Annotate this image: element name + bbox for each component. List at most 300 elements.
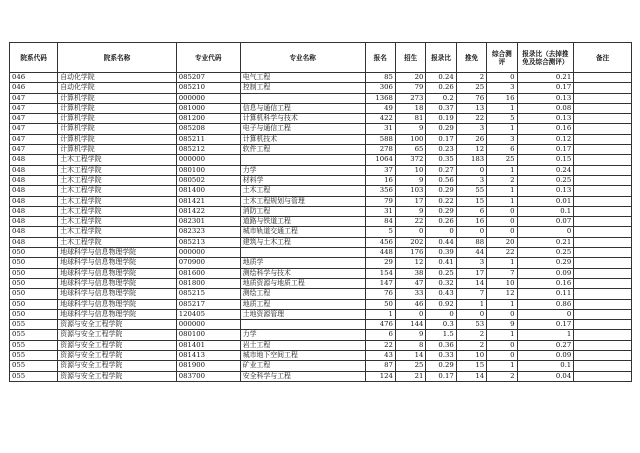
exempt-cell: 3 <box>456 124 486 134</box>
applicants-cell: 1368 <box>365 93 395 103</box>
adjusted-ratio-cell: 0.15 <box>517 155 574 165</box>
admitted-cell: 21 <box>395 371 425 381</box>
table-row <box>10 175 632 185</box>
dept-code-cell: 047 <box>10 134 58 144</box>
applicants-cell: 448 <box>365 248 395 258</box>
header-cell: 报录比 <box>426 43 456 73</box>
applicants-cell: 1064 <box>365 155 395 165</box>
applicants-cell: 5 <box>365 227 395 237</box>
exempt-cell: 44 <box>456 248 486 258</box>
dept-name-cell: 地球科学与信息物理学院 <box>58 278 177 288</box>
remark-cell <box>574 186 632 196</box>
dept-code-cell: 048 <box>10 237 58 247</box>
admitted-cell: 8 <box>395 340 425 350</box>
major-code-cell: 085212 <box>176 145 240 155</box>
table-row <box>10 206 632 216</box>
exempt-cell: 14 <box>456 371 486 381</box>
admitted-cell: 12 <box>395 258 425 268</box>
assessment-cell: 9 <box>487 320 517 330</box>
adjusted-ratio-cell: 0.13 <box>517 114 574 124</box>
ratio-cell: 0.44 <box>426 237 456 247</box>
major-code-cell: 081000 <box>176 103 240 113</box>
exempt-cell: 25 <box>456 83 486 93</box>
dept-name-cell: 计算机学院 <box>58 93 177 103</box>
admitted-cell: 81 <box>395 114 425 124</box>
dept-name-cell: 土木工程学院 <box>58 237 177 247</box>
ratio-cell: 0.24 <box>426 73 456 83</box>
remark-cell <box>574 268 632 278</box>
applicants-cell: 6 <box>365 330 395 340</box>
dept-name-cell: 地球科学与信息物理学院 <box>58 309 177 319</box>
assessment-cell: 0 <box>487 217 517 227</box>
table-row <box>10 289 632 299</box>
major-code-cell: 070900 <box>176 258 240 268</box>
applicants-cell: 476 <box>365 320 395 330</box>
exempt-cell: 3 <box>456 175 486 185</box>
admitted-cell: 65 <box>395 145 425 155</box>
applicants-cell: 1 <box>365 309 395 319</box>
adjusted-ratio-cell: 0.16 <box>517 278 574 288</box>
major-name-cell: 信息与通信工程 <box>240 103 365 113</box>
adjusted-ratio-cell: 0.29 <box>517 258 574 268</box>
exempt-cell: 0 <box>456 309 486 319</box>
assessment-cell: 0 <box>487 351 517 361</box>
dept-name-cell: 资源与安全工程学院 <box>58 351 177 361</box>
assessment-cell: 1 <box>487 165 517 175</box>
admitted-cell: 202 <box>395 237 425 247</box>
applicants-cell: 50 <box>365 299 395 309</box>
adjusted-ratio-cell: 0.1 <box>517 361 574 371</box>
adjusted-ratio-cell: 0.07 <box>517 217 574 227</box>
remark-cell <box>574 289 632 299</box>
exempt-cell: 7 <box>456 289 486 299</box>
exempt-cell: 88 <box>456 237 486 247</box>
dept-name-cell: 地球科学与信息物理学院 <box>58 248 177 258</box>
remark-cell <box>574 340 632 350</box>
assessment-cell: 1 <box>487 258 517 268</box>
dept-code-cell: 046 <box>10 83 58 93</box>
dept-name-cell: 自动化学院 <box>58 83 177 93</box>
ratio-cell: 0.29 <box>426 124 456 134</box>
dept-code-cell: 048 <box>10 217 58 227</box>
exempt-cell: 14 <box>456 278 486 288</box>
applicants-cell: 22 <box>365 340 395 350</box>
dept-name-cell: 地球科学与信息物理学院 <box>58 268 177 278</box>
dept-name-cell: 土木工程学院 <box>58 196 177 206</box>
remark-cell <box>574 299 632 309</box>
table-row <box>10 340 632 350</box>
remark-cell <box>574 248 632 258</box>
assessment-cell: 7 <box>487 268 517 278</box>
ratio-cell: 0.26 <box>426 217 456 227</box>
adjusted-ratio-cell: 0.01 <box>517 196 574 206</box>
major-name-cell <box>240 248 365 258</box>
dept-code-cell: 047 <box>10 124 58 134</box>
table-body <box>10 73 632 382</box>
admitted-cell: 100 <box>395 134 425 144</box>
admitted-cell: 273 <box>395 93 425 103</box>
dept-name-cell: 自动化学院 <box>58 73 177 83</box>
major-name-cell: 计算机科学与技术 <box>240 114 365 124</box>
ratio-cell: 0.27 <box>426 165 456 175</box>
adjusted-ratio-cell: 0.09 <box>517 351 574 361</box>
exempt-cell: 26 <box>456 134 486 144</box>
adjusted-ratio-cell: 0.1 <box>517 206 574 216</box>
major-name-cell: 地质学 <box>240 258 365 268</box>
ratio-cell: 0.92 <box>426 299 456 309</box>
adjusted-ratio-cell: 0.13 <box>517 93 574 103</box>
adjusted-ratio-cell: 0.16 <box>517 124 574 134</box>
remark-cell <box>574 371 632 381</box>
ratio-cell: 0 <box>426 309 456 319</box>
remark-cell <box>574 155 632 165</box>
table-row <box>10 124 632 134</box>
remark-cell <box>574 361 632 371</box>
dept-code-cell: 048 <box>10 175 58 185</box>
major-code-cell: 083700 <box>176 371 240 381</box>
exempt-cell: 6 <box>456 206 486 216</box>
table-row <box>10 330 632 340</box>
applicants-cell: 278 <box>365 145 395 155</box>
table-row <box>10 196 632 206</box>
ratio-cell: 0.29 <box>426 206 456 216</box>
applicants-cell: 43 <box>365 351 395 361</box>
admitted-cell: 25 <box>395 361 425 371</box>
table-row <box>10 278 632 288</box>
dept-name-cell: 土木工程学院 <box>58 186 177 196</box>
major-name-cell: 地质工程 <box>240 299 365 309</box>
adjusted-ratio-cell: 0.04 <box>517 371 574 381</box>
major-name-cell: 控制工程 <box>240 83 365 93</box>
admitted-cell: 20 <box>395 73 425 83</box>
admitted-cell: 46 <box>395 299 425 309</box>
table-row <box>10 351 632 361</box>
applicants-cell: 588 <box>365 134 395 144</box>
dept-name-cell: 计算机学院 <box>58 145 177 155</box>
major-code-cell: 081400 <box>176 186 240 196</box>
major-code-cell: 081600 <box>176 268 240 278</box>
major-name-cell <box>240 320 365 330</box>
applicants-cell: 29 <box>365 258 395 268</box>
ratio-cell: 0.41 <box>426 258 456 268</box>
major-code-cell: 120405 <box>176 309 240 319</box>
assessment-cell: 0 <box>487 340 517 350</box>
remark-cell <box>574 114 632 124</box>
assessment-cell: 12 <box>487 289 517 299</box>
assessment-cell: 1 <box>487 124 517 134</box>
assessment-cell: 2 <box>487 175 517 185</box>
remark-cell <box>574 73 632 83</box>
major-name-cell: 道路与铁道工程 <box>240 217 365 227</box>
adjusted-ratio-cell: 0.12 <box>517 134 574 144</box>
dept-name-cell: 土木工程学院 <box>58 217 177 227</box>
adjusted-ratio-cell: 0.25 <box>517 175 574 185</box>
major-name-cell: 安全科学与工程 <box>240 371 365 381</box>
admitted-cell: 9 <box>395 330 425 340</box>
dept-name-cell: 土木工程学院 <box>58 155 177 165</box>
header-cell: 报录比（去掉推免及综合测评） <box>517 43 574 73</box>
dept-name-cell: 计算机学院 <box>58 114 177 124</box>
major-code-cell: 081421 <box>176 196 240 206</box>
remark-cell <box>574 278 632 288</box>
dept-name-cell: 计算机学院 <box>58 124 177 134</box>
major-name-cell <box>240 93 365 103</box>
dept-name-cell: 资源与安全工程学院 <box>58 330 177 340</box>
major-name-cell: 材料学 <box>240 175 365 185</box>
ratio-cell: 0 <box>426 227 456 237</box>
remark-cell <box>574 196 632 206</box>
applicants-cell: 124 <box>365 371 395 381</box>
header-cell: 专业代码 <box>176 43 240 73</box>
remark-cell <box>574 175 632 185</box>
table-row <box>10 237 632 247</box>
header-cell: 备注 <box>574 43 632 73</box>
exempt-cell: 53 <box>456 320 486 330</box>
dept-code-cell: 048 <box>10 227 58 237</box>
major-name-cell: 城市地下空间工程 <box>240 351 365 361</box>
dept-code-cell: 050 <box>10 248 58 258</box>
table-row <box>10 155 632 165</box>
remark-cell <box>574 145 632 155</box>
ratio-cell: 0.33 <box>426 351 456 361</box>
admitted-cell: 176 <box>395 248 425 258</box>
assessment-cell: 3 <box>487 83 517 93</box>
table-header-row <box>10 43 632 73</box>
major-name-cell: 消防工程 <box>240 206 365 216</box>
applicants-cell: 49 <box>365 103 395 113</box>
major-name-cell: 土地资源管理 <box>240 309 365 319</box>
dept-code-cell: 050 <box>10 299 58 309</box>
dept-name-cell: 计算机学院 <box>58 103 177 113</box>
applicants-cell: 87 <box>365 361 395 371</box>
applicants-cell: 31 <box>365 206 395 216</box>
remark-cell <box>574 309 632 319</box>
exempt-cell: 16 <box>456 217 486 227</box>
adjusted-ratio-cell: 0.17 <box>517 83 574 93</box>
major-name-cell: 力学 <box>240 165 365 175</box>
assessment-cell: 1 <box>487 330 517 340</box>
exempt-cell: 1 <box>456 299 486 309</box>
dept-code-cell: 055 <box>10 320 58 330</box>
major-code-cell: 081800 <box>176 278 240 288</box>
remark-cell <box>574 206 632 216</box>
adjusted-ratio-cell: 0.25 <box>517 248 574 258</box>
remark-cell <box>574 134 632 144</box>
table-row <box>10 83 632 93</box>
assessment-cell: 10 <box>487 278 517 288</box>
assessment-cell: 1 <box>487 361 517 371</box>
exempt-cell: 13 <box>456 103 486 113</box>
ratio-cell: 0.23 <box>426 145 456 155</box>
major-code-cell: 085211 <box>176 134 240 144</box>
admitted-cell: 9 <box>395 206 425 216</box>
table-row <box>10 309 632 319</box>
major-code-cell: 081200 <box>176 114 240 124</box>
dept-code-cell: 046 <box>10 73 58 83</box>
ratio-cell: 0.36 <box>426 340 456 350</box>
admitted-cell: 103 <box>395 186 425 196</box>
remark-cell <box>574 83 632 93</box>
major-name-cell: 矿业工程 <box>240 361 365 371</box>
major-code-cell: 081900 <box>176 361 240 371</box>
table-row <box>10 186 632 196</box>
major-code-cell: 080100 <box>176 330 240 340</box>
table-row <box>10 103 632 113</box>
admission-table <box>9 42 632 382</box>
major-code-cell: 081401 <box>176 340 240 350</box>
assessment-cell: 0 <box>487 309 517 319</box>
dept-code-cell: 050 <box>10 278 58 288</box>
ratio-cell: 0.39 <box>426 248 456 258</box>
dept-name-cell: 土木工程学院 <box>58 175 177 185</box>
ratio-cell: 0.22 <box>426 196 456 206</box>
remark-cell <box>574 165 632 175</box>
table-row <box>10 227 632 237</box>
applicants-cell: 37 <box>365 165 395 175</box>
major-code-cell: 085207 <box>176 73 240 83</box>
header-cell: 专业名称 <box>240 43 365 73</box>
exempt-cell: 12 <box>456 145 486 155</box>
admitted-cell: 9 <box>395 175 425 185</box>
admitted-cell: 47 <box>395 278 425 288</box>
exempt-cell: 15 <box>456 196 486 206</box>
ratio-cell: 0.56 <box>426 175 456 185</box>
dept-name-cell: 资源与安全工程学院 <box>58 320 177 330</box>
applicants-cell: 76 <box>365 289 395 299</box>
major-code-cell: 085208 <box>176 124 240 134</box>
admitted-cell: 0 <box>395 309 425 319</box>
header-cell: 综合测评 <box>487 43 517 73</box>
applicants-cell: 306 <box>365 83 395 93</box>
ratio-cell: 0.2 <box>426 93 456 103</box>
ratio-cell: 0.3 <box>426 320 456 330</box>
adjusted-ratio-cell: 0 <box>517 309 574 319</box>
major-name-cell: 地质资源与地质工程 <box>240 278 365 288</box>
remark-cell <box>574 227 632 237</box>
dept-code-cell: 048 <box>10 186 58 196</box>
ratio-cell: 0.43 <box>426 289 456 299</box>
ratio-cell: 0.26 <box>426 83 456 93</box>
adjusted-ratio-cell: 0.27 <box>517 340 574 350</box>
admitted-cell: 22 <box>395 217 425 227</box>
applicants-cell: 16 <box>365 175 395 185</box>
dept-name-cell: 土木工程学院 <box>58 227 177 237</box>
dept-name-cell: 地球科学与信息物理学院 <box>58 289 177 299</box>
admitted-cell: 372 <box>395 155 425 165</box>
admitted-cell: 14 <box>395 351 425 361</box>
assessment-cell: 0 <box>487 206 517 216</box>
admitted-cell: 38 <box>395 268 425 278</box>
applicants-cell: 31 <box>365 124 395 134</box>
ratio-cell: 0.17 <box>426 134 456 144</box>
adjusted-ratio-cell: 0.08 <box>517 103 574 113</box>
ratio-cell: 0.29 <box>426 186 456 196</box>
dept-code-cell: 048 <box>10 155 58 165</box>
major-name-cell: 土木工程 <box>240 186 365 196</box>
major-code-cell: 080502 <box>176 175 240 185</box>
table-row <box>10 248 632 258</box>
dept-name-cell: 资源与安全工程学院 <box>58 340 177 350</box>
dept-code-cell: 050 <box>10 258 58 268</box>
dept-name-cell: 地球科学与信息物理学院 <box>58 258 177 268</box>
major-name-cell: 土木工程规划与管理 <box>240 196 365 206</box>
adjusted-ratio-cell: 0.09 <box>517 268 574 278</box>
applicants-cell: 84 <box>365 217 395 227</box>
adjusted-ratio-cell: 0.21 <box>517 237 574 247</box>
table-row <box>10 258 632 268</box>
major-code-cell: 085217 <box>176 299 240 309</box>
dept-code-cell: 048 <box>10 196 58 206</box>
table-row <box>10 361 632 371</box>
major-code-cell: 000000 <box>176 248 240 258</box>
remark-cell <box>574 258 632 268</box>
exempt-cell: 10 <box>456 351 486 361</box>
dept-name-cell: 土木工程学院 <box>58 206 177 216</box>
major-name-cell <box>240 155 365 165</box>
dept-name-cell: 地球科学与信息物理学院 <box>58 299 177 309</box>
major-code-cell: 080100 <box>176 165 240 175</box>
dept-code-cell: 048 <box>10 165 58 175</box>
dept-code-cell: 048 <box>10 206 58 216</box>
remark-cell <box>574 320 632 330</box>
major-name-cell: 计算机技术 <box>240 134 365 144</box>
major-name-cell: 城市轨道交通工程 <box>240 227 365 237</box>
assessment-cell: 3 <box>487 134 517 144</box>
major-name-cell: 建筑与土木工程 <box>240 237 365 247</box>
major-name-cell: 测绘工程 <box>240 289 365 299</box>
dept-code-cell: 055 <box>10 340 58 350</box>
remark-cell <box>574 103 632 113</box>
remark-cell <box>574 351 632 361</box>
header-cell: 院系代码 <box>10 43 58 73</box>
dept-code-cell: 050 <box>10 309 58 319</box>
major-code-cell: 000000 <box>176 320 240 330</box>
exempt-cell: 55 <box>456 186 486 196</box>
exempt-cell: 183 <box>456 155 486 165</box>
admitted-cell: 144 <box>395 320 425 330</box>
table-row <box>10 268 632 278</box>
exempt-cell: 0 <box>456 227 486 237</box>
exempt-cell: 2 <box>456 73 486 83</box>
remark-cell <box>574 124 632 134</box>
table-row <box>10 134 632 144</box>
major-code-cell: 081413 <box>176 351 240 361</box>
ratio-cell: 0.37 <box>426 103 456 113</box>
dept-code-cell: 055 <box>10 371 58 381</box>
dept-code-cell: 047 <box>10 114 58 124</box>
dept-code-cell: 050 <box>10 289 58 299</box>
major-name-cell: 岩土工程 <box>240 340 365 350</box>
applicants-cell: 422 <box>365 114 395 124</box>
major-name-cell: 测绘科学与技术 <box>240 268 365 278</box>
remark-cell <box>574 330 632 340</box>
assessment-cell: 1 <box>487 299 517 309</box>
ratio-cell: 0.29 <box>426 361 456 371</box>
admitted-cell: 9 <box>395 124 425 134</box>
table-row <box>10 371 632 381</box>
table-row <box>10 165 632 175</box>
ratio-cell: 0.32 <box>426 278 456 288</box>
major-code-cell: 085213 <box>176 237 240 247</box>
major-code-cell: 000000 <box>176 155 240 165</box>
major-code-cell: 081422 <box>176 206 240 216</box>
admitted-cell: 18 <box>395 103 425 113</box>
dept-code-cell: 055 <box>10 330 58 340</box>
admitted-cell: 79 <box>395 83 425 93</box>
assessment-cell: 1 <box>487 186 517 196</box>
dept-code-cell: 047 <box>10 93 58 103</box>
adjusted-ratio-cell: 0.13 <box>517 186 574 196</box>
